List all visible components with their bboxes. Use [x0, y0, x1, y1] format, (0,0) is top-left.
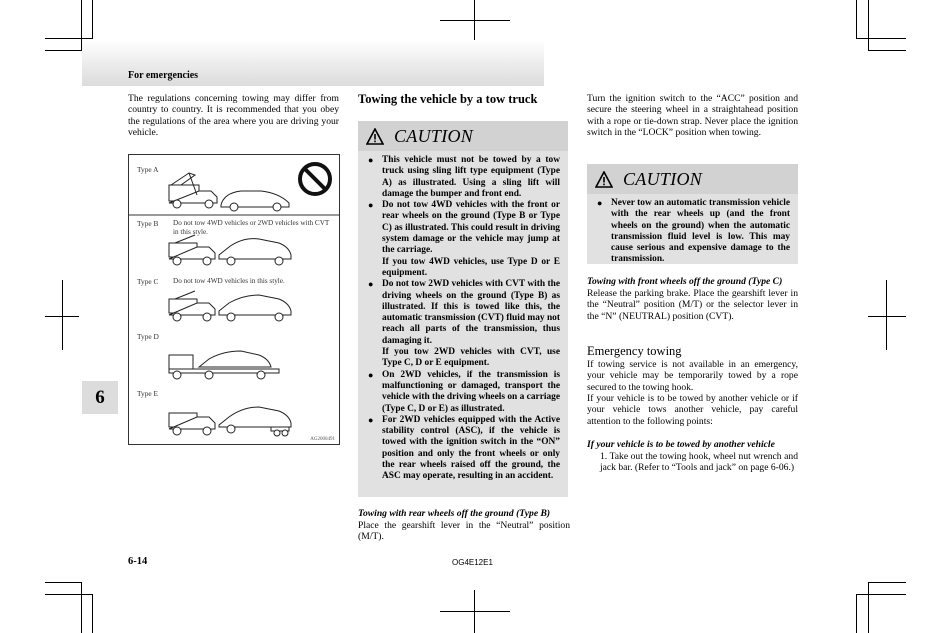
- type-b-label: Type B: [137, 219, 159, 228]
- crop-mark: [856, 594, 906, 595]
- crop-mark: [868, 316, 906, 317]
- caution-header: [358, 121, 568, 151]
- crop-mark: [440, 611, 510, 612]
- caution-box-tow-truck: [358, 121, 568, 497]
- crop-mark: [81, 582, 82, 633]
- towing-types-figure: [128, 154, 340, 445]
- type-b-text: Place the gearshift lever in the “Neutral” position (M/T).: [358, 520, 570, 543]
- crop-mark: [868, 582, 869, 633]
- caution-item: ● Never tow an automatic transmission vehicle with the rear wheels up (and the front wheels on the ground) when the automatic transmission fluid level is low. This may cause serious and expensive damage to the transmission.: [595, 198, 790, 266]
- warning-icon: [595, 171, 613, 188]
- section-heading: Towing the vehicle by a tow truck: [358, 92, 538, 106]
- crop-mark: [868, 0, 869, 50]
- tow-truck-b-illustration: [169, 235, 291, 265]
- crop-mark: [45, 582, 82, 583]
- caution-item: ● This vehicle must not be towed by a tow truck using sling lift type equipment (Type A) as illustrated. Using a sling lift will damage the bumper and front end.: [366, 155, 560, 200]
- type-d-label: Type D: [137, 332, 159, 341]
- crop-mark: [856, 594, 857, 633]
- chapter-tab: 6: [82, 381, 118, 414]
- crop-mark: [868, 582, 906, 583]
- crop-mark: [92, 0, 93, 38]
- crop-mark: [856, 38, 906, 39]
- emergency-para-1: If towing service is not available in an emergency, your vehicle may be temporarily towed by a rope secured to the towing hook.: [587, 359, 798, 393]
- caution-item: ● For 2WD vehicles equipped with the Active stability control (ASC), if the vehicle is towed with the ignition switch in the “ON” position and only the front wheels or only the rear wheels raised off the ground, the ASC may operate, resulting in an accident.: [366, 415, 560, 483]
- flatbed-truck-illustration: [169, 351, 279, 379]
- emergency-towing-heading: Emergency towing: [587, 344, 682, 358]
- crop-mark: [45, 38, 93, 39]
- crop-mark: [92, 594, 93, 633]
- no-entry-icon: [300, 164, 330, 194]
- caution-item: ● Do not tow 4WD vehicles with the front or rear wheels on the ground (Type B or Type C) as illustrated. This could result in driving system damage or the vehicle may jump at the carriage. If you tow 4WD vehicles, use Type D or E equipment.: [366, 200, 560, 279]
- caution-title: CAUTION: [394, 125, 474, 146]
- subheading-type-c: Towing with front wheels off the ground (Type C): [587, 276, 783, 287]
- section-title: For emergencies: [128, 70, 199, 81]
- caution-title: CAUTION: [623, 168, 703, 189]
- type-c-label: Type C: [137, 277, 159, 286]
- type-c-note: Do not tow 4WD vehicles in this style.: [173, 277, 285, 285]
- caution-item: ● Do not tow 2WD vehicles with CVT with the driving wheels on the ground (Type B) as illustrated. If this is towed like this, the automatic transmission (CVT) fluid may not reach all parts of the transmission, thus damaging it. If you tow 2WD vehicles with CVT, use Type C, D or E equipment.: [366, 279, 560, 369]
- caution-header: [587, 164, 798, 194]
- warning-icon: [366, 128, 384, 145]
- crop-mark: [62, 280, 63, 350]
- tow-truck-c-illustration: [169, 291, 291, 321]
- type-c-text: Release the parking brake. Place the gearshift lever in the “Neutral” position (M/T) or the selector lever in the “N” (NEUTRAL) position (CVT).: [587, 288, 798, 322]
- subheading-type-b: Towing with rear wheels off the ground (Type B): [358, 508, 551, 519]
- crop-mark: [440, 20, 510, 21]
- type-a-label: Type A: [137, 165, 159, 174]
- step-1: 1. Take out the towing hook, wheel nut wrench and jack bar. (Refer to “Tools and jack” on page 6-06.): [600, 451, 798, 474]
- document-code: OG4E12E1: [452, 558, 493, 567]
- crop-mark: [856, 0, 857, 38]
- caution-list: [358, 151, 568, 489]
- tow-illustrations: [129, 155, 339, 444]
- page-number: 6-14: [128, 556, 148, 567]
- tow-truck-sling-illustration: [169, 173, 289, 211]
- crop-mark: [886, 280, 887, 350]
- intro-paragraph: The regulations concerning towing may differ from country to country. It is recommended that you obey the regulations of the area where you are driving your vehicle.: [128, 93, 339, 138]
- crop-mark: [45, 50, 82, 51]
- dolly-tow-illustration: [169, 407, 291, 436]
- crop-mark: [868, 50, 906, 51]
- ignition-paragraph: Turn the ignition switch to the “ACC” position and secure the steering wheel in a straightahead position with a rope or tie-down strap. Never place the ignition switch in the “LOCK” position when towing.: [587, 93, 798, 138]
- caution-item: ● On 2WD vehicles, if the transmission is malfunctioning or damaged, transport the vehicle with the driving wheels on a carriage (Type C, D or E) as illustrated.: [366, 370, 560, 415]
- type-b-note: Do not tow 4WD vehicles or 2WD vehicles with CVT in this style.: [173, 219, 330, 236]
- type-e-label: Type E: [137, 389, 159, 398]
- caution-list: [587, 194, 798, 272]
- crop-mark: [45, 594, 93, 595]
- crop-mark: [45, 316, 79, 317]
- figure-code: AG2000491: [310, 437, 335, 442]
- subheading-towed: If your vehicle is to be towed by another vehicle: [587, 439, 775, 450]
- caution-box-at: [587, 164, 798, 264]
- emergency-para-2: If your vehicle is to be towed by another vehicle or if your vehicle tows another vehicle, pay careful attention to the following points:: [587, 393, 798, 427]
